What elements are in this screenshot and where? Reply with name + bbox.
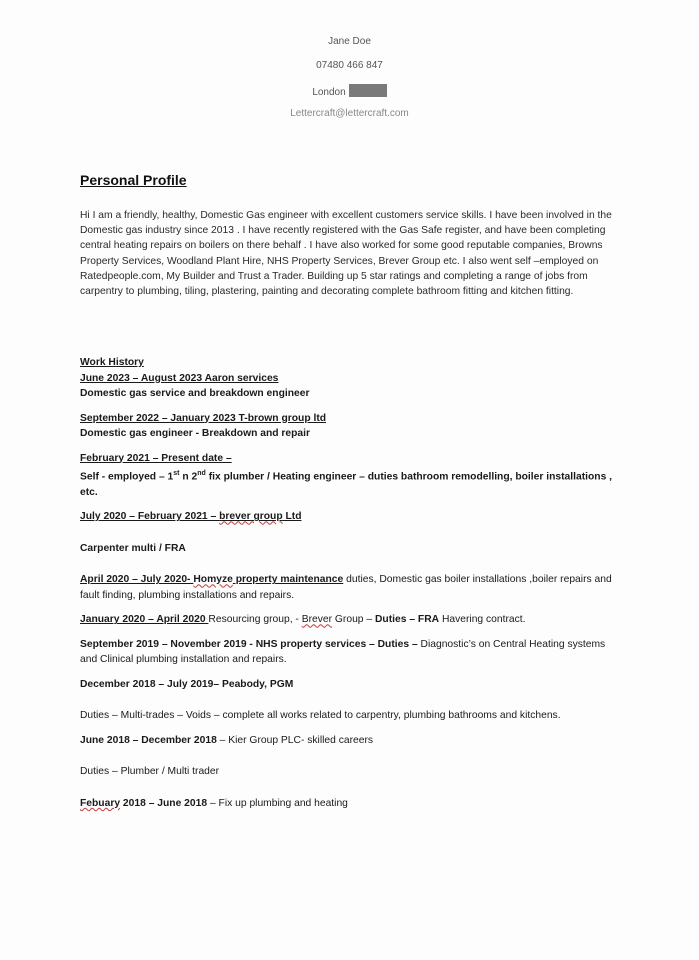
job-7-duties-label: Duties – FRA bbox=[374, 614, 440, 626]
job-7-text-b: Group – bbox=[332, 614, 375, 626]
job-7 bbox=[80, 612, 620, 628]
job-4-company: brever group bbox=[219, 511, 283, 523]
job-11 bbox=[80, 796, 620, 812]
job-10-duties: Duties – Plumber / Multi trader bbox=[80, 766, 220, 778]
job-5-role: Carpenter multi / FRA bbox=[80, 542, 186, 554]
job-11-head-a: Febuary bbox=[80, 797, 121, 809]
job-2-role: Domestic gas engineer - Breakdown and repair bbox=[80, 428, 311, 439]
redaction-block bbox=[349, 84, 387, 97]
job-8-head: September 2019 – November 2019 - NHS property services – Duties – bbox=[80, 638, 418, 650]
contact-city-text: London bbox=[312, 87, 346, 98]
job-7-company: Brever bbox=[301, 614, 333, 626]
job-11-text: – Fix up plumbing and heating bbox=[207, 797, 348, 809]
job-6-duties: duties, Domestic gas boiler installations ,boiler repairs and fault finding, plumbing installations and repairs. bbox=[80, 574, 612, 601]
job-3-role-c: fix plumber / Heating engineer – duties bathroom remodelling, boiler installations , etc. bbox=[80, 471, 613, 498]
contact-phone: 07480 466 847 bbox=[316, 60, 383, 71]
job-6-company-b: property maintenance bbox=[232, 574, 344, 586]
job-6-company-a: Homyze bbox=[193, 574, 233, 586]
job-9-duties: Duties – Multi-trades – Voids – complete all works related to carpentry, plumbing bathrooms and kitchens. bbox=[80, 710, 561, 722]
job-7-text-a: Resourcing group, - bbox=[208, 614, 302, 626]
job-9-head: December 2018 – July 2019– Peabody, PGM bbox=[80, 678, 294, 690]
job-6-period: April 2020 – July 2020- bbox=[80, 574, 194, 586]
contact-name: Jane Doe bbox=[328, 36, 371, 47]
job-3-sup-1: st bbox=[173, 470, 180, 477]
job-4-period-a: July 2020 – February 2021 – bbox=[80, 511, 220, 523]
job-4-period bbox=[80, 509, 620, 525]
personal-profile-text: Hi I am a friendly, healthy, Domestic Gas engineer with excellent customers service skills. I have been involved in the Domestic gas industry since 2013 . I have recently registered with the Gas Safe register, and have been completing central heating repairs on boilers on there behalf . I have also worked for some good reputable companies, Browns Property Services, Woodland Plant Hire, NHS Property Services, Brever Group etc. I also went self –employed on Ratedpeople.com, My Builder and Trust a Trader. Building up 5 star ratings and completing a range of jobs from carpentry to plumbing, tiling, plastering, painting and decorating complete bathroom fitting and kitchen fitting. bbox=[80, 210, 612, 298]
job-1-period: June 2023 – August 2023 Aaron services bbox=[80, 372, 279, 384]
job-3-period: February 2021 – Present date – bbox=[80, 452, 232, 464]
job-2-period: September 2022 – January 2023 T-brown group ltd bbox=[80, 412, 327, 424]
job-3-role bbox=[80, 466, 620, 500]
job-10 bbox=[80, 733, 620, 749]
contact-city bbox=[0, 84, 699, 98]
job-6 bbox=[80, 572, 620, 603]
job-1-role: Domestic gas service and breakdown engineer bbox=[80, 388, 310, 399]
personal-profile-heading: Personal Profile bbox=[80, 172, 187, 188]
job-3-sup-2: nd bbox=[197, 470, 206, 477]
work-history-section bbox=[80, 355, 620, 811]
job-8 bbox=[80, 637, 620, 668]
job-11-head-b: 2018 – June 2018 bbox=[120, 797, 208, 809]
contact-email: Lettercraft@lettercraft.com bbox=[290, 108, 409, 119]
work-history-heading: Work History bbox=[80, 357, 144, 368]
job-4-period-b: Ltd bbox=[282, 511, 302, 523]
job-7-period: January 2020 – April 2020 bbox=[80, 614, 209, 626]
job-10-text: – Kier Group PLC- skilled careers bbox=[216, 734, 374, 746]
job-8-duties: Diagnostic’s on Central Heating systems and Clinical plumbing installation and repairs. bbox=[80, 638, 606, 666]
job-3-role-a: Self - employed – 1 bbox=[80, 471, 174, 483]
job-10-head: June 2018 – December 2018 bbox=[80, 734, 217, 746]
job-3-role-b: n 2 bbox=[179, 471, 198, 483]
job-7-text-c: Havering contract. bbox=[439, 614, 526, 626]
